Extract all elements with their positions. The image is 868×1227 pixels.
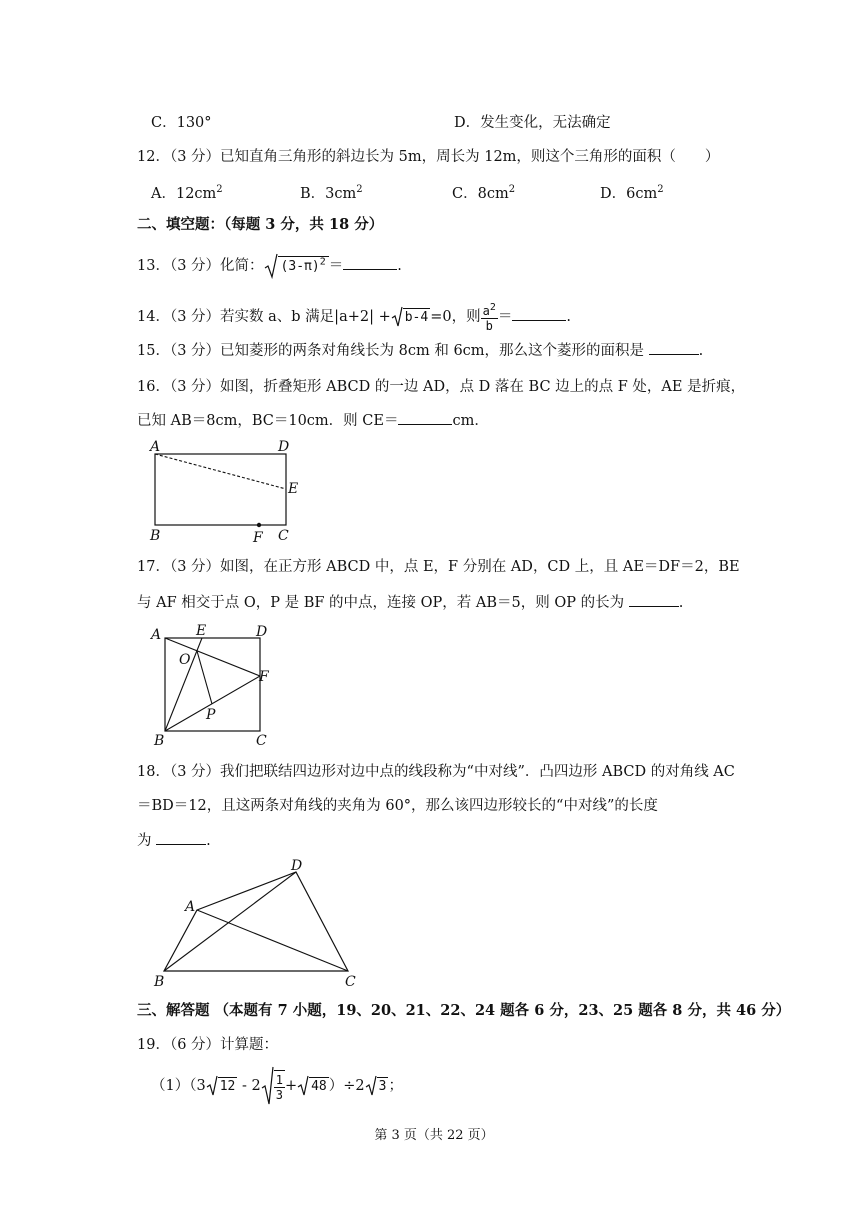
q18-line2: ＝BD＝12，且这两条对角线的夹角为 60°，那么该四边形较长的“中对线”的长度: [137, 798, 658, 814]
label-b: B: [154, 733, 165, 749]
section-3-heading: 三、解答题 （本题有 7 小题，19、20、21、22、24 题各 6 分，23、25 题各 8 分，共 46 分）: [137, 1002, 791, 1019]
q15: 15．（3 分）已知菱形的两条对角线长为 8cm 和 6cm，那么这个菱形的面积是 .: [137, 340, 703, 361]
label-f: F: [259, 669, 269, 685]
label-e: E: [196, 623, 207, 639]
fraction: $\frac{a^2}{b}$: [482, 302, 496, 333]
q17-line2: 与 AF 相交于点 O，P 是 BF 的中点，连接 OP，若 AB＝5，则 OP 的长为 .: [137, 592, 683, 613]
q12-option-d: D．$6cm^2$: [600, 184, 664, 202]
page-footer: 第 3 页（共 22 页）: [374, 1128, 494, 1143]
q18-line1: 18．（3 分）我们把联结四边形对边中点的线段称为“中对线”．凸四边形 ABCD 的对角线 AC: [137, 764, 735, 780]
figure-16-rectangle: [140, 436, 320, 548]
label-d: D: [291, 858, 303, 874]
figure-17-square: [145, 620, 280, 750]
answer-blank[interactable]: [629, 592, 679, 607]
q12-stem: 12．（3 分）已知直角三角形的斜边长为 5m，周长为 12m，则这个三角形的面积（ ）: [137, 149, 720, 165]
label-d: D: [278, 439, 290, 455]
answer-blank[interactable]: [343, 255, 397, 270]
sqrt-symbol: b-4: [391, 306, 430, 328]
q16-line2: 已知 AB＝8cm，BC＝10cm．则 CE＝ cm．: [137, 410, 489, 431]
label-b: B: [150, 528, 161, 544]
sqrt-symbol: $\frac{1}{3}$: [261, 1066, 285, 1106]
label-a: A: [185, 899, 196, 915]
figure-18-quadrilateral: [145, 856, 365, 991]
answer-blank[interactable]: [512, 306, 566, 321]
q11-option-c: C．130°: [151, 115, 212, 131]
q12-option-b: B．$3cm^2$: [300, 184, 363, 202]
q18-line3: 为 .: [137, 830, 211, 851]
answer-blank[interactable]: [649, 340, 699, 355]
q19-part1: （1）（3 12 - 2 $\frac{1}{3}$ + 48 ）÷2 3 ；: [151, 1066, 403, 1106]
section-2-heading: 二、填空题：（每题 3 分，共 18 分）: [137, 216, 384, 233]
q14: 14．（3 分）若实数 a、b 满足|a+2| + b-4 =0，则 $\frac{a^2}{b}$ ＝ .: [137, 302, 571, 333]
q12-option-c: C．$8cm^2$: [452, 184, 516, 202]
sqrt-symbol: 48: [297, 1075, 329, 1097]
sqrt-symbol: $(3-\pi)^2$: [264, 253, 329, 279]
q12-option-a: A．$12cm^2$: [151, 184, 223, 202]
answer-blank[interactable]: [398, 410, 452, 425]
label-p: P: [206, 707, 216, 723]
label-c: C: [256, 733, 267, 749]
label-c: C: [278, 528, 289, 544]
label-d: D: [256, 624, 268, 640]
label-f: F: [253, 530, 263, 546]
q16-line1: 16．（3 分）如图，折叠矩形 ABCD 的一边 AD，点 D 落在 BC 边上的点 F 处，AE 是折痕，: [137, 379, 746, 395]
label-b: B: [154, 974, 165, 990]
label-a: A: [151, 627, 162, 643]
label-c: C: [345, 974, 356, 990]
q13: 13．（3 分）化简： $(3-\pi)^2$ ＝ .: [137, 253, 402, 279]
label-e: E: [288, 481, 299, 497]
sqrt-symbol: 3: [365, 1075, 389, 1097]
label-o: O: [179, 652, 191, 668]
q19-stem: 19．（6 分）计算题：: [137, 1037, 279, 1053]
answer-blank[interactable]: [156, 830, 206, 845]
q11-option-d: D．发生变化，无法确定: [454, 115, 611, 131]
sqrt-symbol: 12: [206, 1075, 238, 1097]
label-a: A: [150, 439, 161, 455]
q17-line1: 17．（3 分）如图，在正方形 ABCD 中，点 E，F 分别在 AD，CD 上，且 AE＝DF＝2，BE: [137, 559, 740, 575]
